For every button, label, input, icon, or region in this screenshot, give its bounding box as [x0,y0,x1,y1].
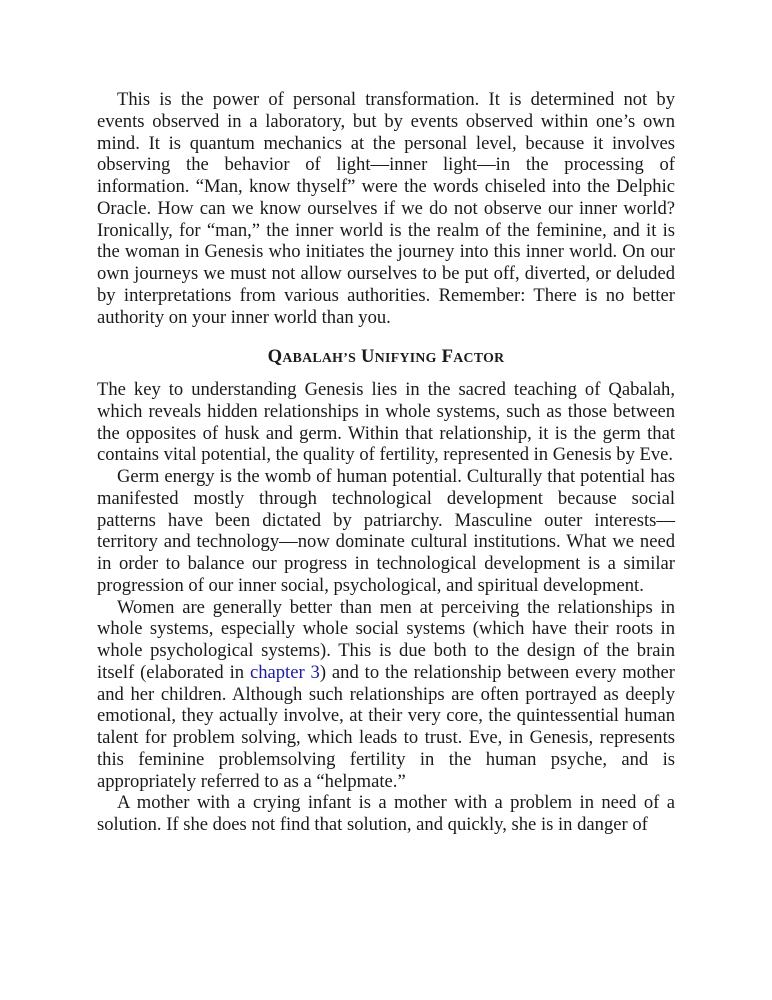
heading-word3-rest: ACTOR [453,350,505,366]
paragraph-women-perceiving [97,597,675,793]
heading-word1-rest: ABALAH’S [282,350,357,366]
chapter-3-link[interactable]: chapter 3 [249,661,320,683]
paragraph-women-text-after: ) and to the relationship between every mother and her children. Although such relationships are often portrayed as deeply emotional, they actually involve, at their very core, the quintessential human talent for problem solving, which leads to trust. Eve, in Genesis, represents this feminine problemsolving fertility in the human psyche, and is appropriately referred to as a “helpmate.” [97,661,675,792]
paragraph-key-to-genesis: The key to understanding Genesis lies in the sacred teaching of Qabalah, which reveals hidden relationships in whole systems, such as those between the opposites of husk and germ. Within that relationship, it is the germ that contains vital potential, the quality of fertility, represented in Genesis by Eve. [97,379,675,466]
heading-word2-rest: NIFYING [374,350,437,366]
paragraph-germ-energy: Germ energy is the womb of human potential. Culturally that potential has manifested mostly through technological development because social patterns have been dictated by patriarchy. Masculine outer interests—territory and technology—now dominate cultural institutions. What we need in order to balance our progress in technological development is a similar progression of our inner social, psychological, and spiritual development. [97,466,675,596]
paragraph-crying-infant: A mother with a crying infant is a mother with a problem in need of a solution. If she does not find that solution, and quickly, she is in danger of [97,792,675,835]
paragraph-women-text-before: Women are generally better than men at perceiving the relationships in whole systems, especially whole social systems (which have their roots in whole psychological systems). This is due both to the design of the brain itself (elaborated in [97,596,675,683]
heading-word1-cap: Q [267,346,283,368]
heading-word2-cap: U [361,346,375,368]
heading-word3-cap: F [441,346,454,368]
paragraph-personal-transformation: This is the power of personal transformation. It is determined not by events observed in a laboratory, but by events observed within one’s own mind. It is quantum mechanics at the personal level, because it involves observing the behavior of light—inner light—in the processing of information. “Man, know thyself” were the words chiseled into the Delphic Oracle. How can we know ourselves if we do not observe our inner world? Ironically, for “man,” the inner world is the realm of the feminine, and it is the woman in Genesis who initiates the journey into this inner world. On our own journeys we must not allow ourselves to be put off, diverted, or deluded by interpretations from various authorities. Remember: There is no better authority on your inner world than you. [97,89,675,328]
section-heading [97,346,675,369]
document-page [97,89,675,836]
